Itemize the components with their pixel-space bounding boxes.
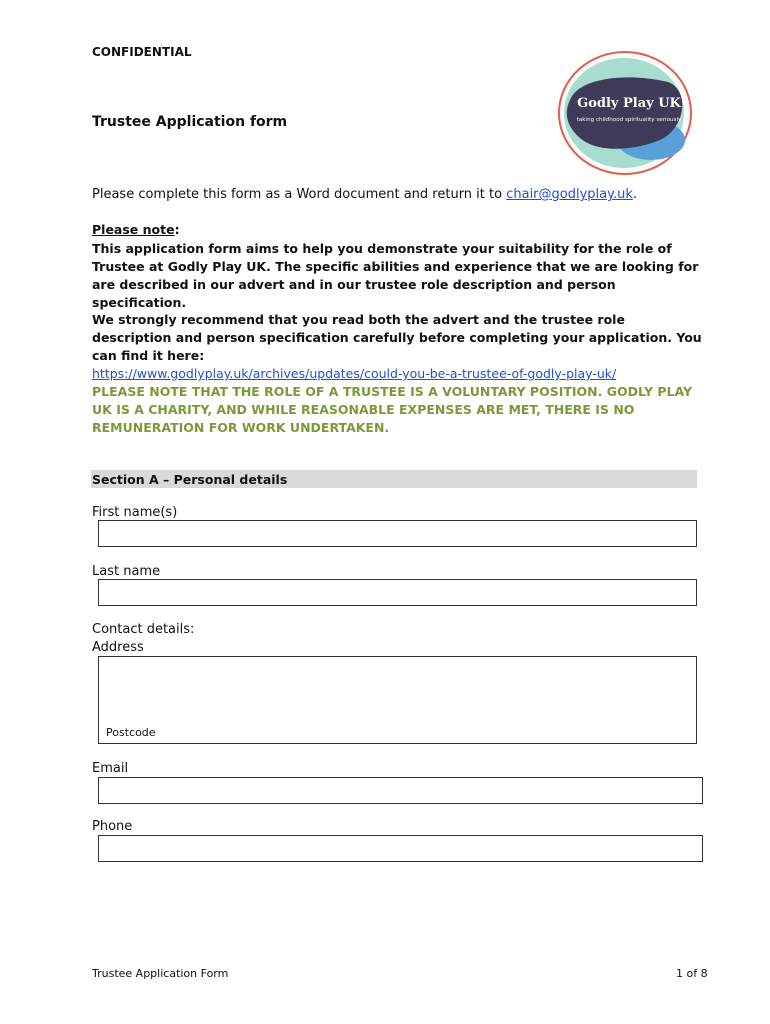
logo-tagline: taking childhood spirituality seriously — [576, 117, 682, 123]
confidential-label: CONFIDENTIAL — [92, 45, 192, 59]
footer-document-title: Trustee Application Form — [92, 967, 229, 980]
email-label: Email — [92, 761, 129, 776]
intro-text — [92, 187, 637, 202]
page-title: Trustee Application form — [92, 114, 288, 130]
note-paragraph-2 — [92, 311, 704, 383]
trustee-info-link[interactable]: https://www.godlyplay.uk/archives/updates/could-you-be-a-trustee-of-godly-play-uk/ — [92, 366, 617, 381]
note-heading-colon: : — [174, 222, 180, 237]
footer-page-number: 1 of 8 — [676, 967, 708, 980]
address-field[interactable] — [98, 656, 697, 744]
intro-period: . — [632, 187, 638, 202]
note-paragraph-2-text: We strongly recommend that you read both the advert and the trustee role description and person specification carefully before completing your application. You can find it here: — [92, 312, 702, 363]
logo-name: Godly Play UK — [577, 96, 681, 111]
note-heading-text: Please note — [92, 222, 175, 237]
address-label: Address — [92, 640, 144, 655]
section-a-title: Section A – Personal details — [92, 472, 288, 487]
intro-sentence: Please complete this form as a Word document and return it to — [92, 187, 507, 202]
phone-field[interactable] — [98, 835, 703, 862]
note-paragraph-1: This application form aims to help you demonstrate your suitability for the role of Trustee at Godly Play UK. The specific abilities and experience that we are looking for are described in our advert and in our trustee role description and person specification. — [92, 241, 699, 310]
last-name-field[interactable] — [98, 579, 697, 606]
note-heading — [92, 222, 180, 237]
godly-play-logo — [556, 50, 694, 176]
postcode-label: Postcode — [106, 726, 156, 739]
last-name-label: Last name — [92, 564, 161, 579]
chair-email-link[interactable]: chair@godlyplay.uk — [506, 187, 633, 202]
voluntary-position-warning: PLEASE NOTE THAT THE ROLE OF A TRUSTEE IS A VOLUNTARY POSITION. GODLY PLAY UK IS A CHARITY, AND WHILE REASONABLE EXPENSES ARE MET, THERE IS NO REMUNERATION FOR WORK UNDERTAKEN. — [92, 384, 693, 435]
phone-label: Phone — [92, 819, 133, 834]
contact-details-label: Contact details: — [92, 622, 195, 637]
first-name-label: First name(s) — [92, 505, 178, 520]
first-name-field[interactable] — [98, 520, 697, 547]
email-field[interactable] — [98, 777, 703, 804]
